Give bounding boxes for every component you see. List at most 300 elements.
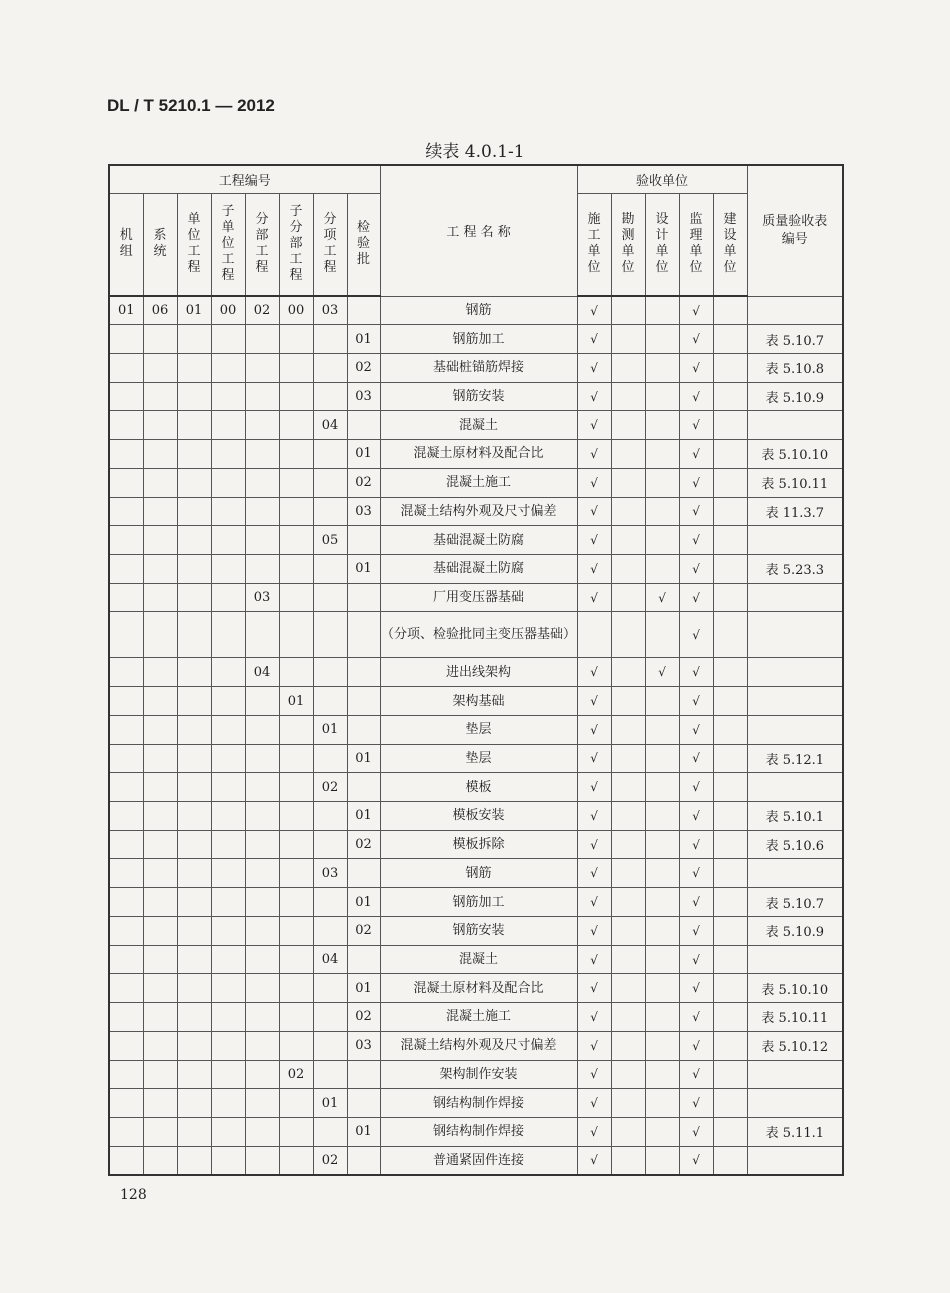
division-code <box>245 888 279 917</box>
form-number: 表 11.3.7 <box>747 497 843 526</box>
supervision-check: √ <box>679 1146 713 1175</box>
form-number <box>747 658 843 687</box>
sub-division-code <box>279 382 313 411</box>
construction-check: √ <box>577 1003 611 1032</box>
lot-code: 03 <box>347 497 380 526</box>
division-code: 03 <box>245 583 279 612</box>
sub-division-code: 00 <box>279 296 313 325</box>
supervision-check: √ <box>679 1003 713 1032</box>
item-code <box>313 440 347 469</box>
unit-work-code: 01 <box>177 296 211 325</box>
owner-check <box>713 1060 747 1089</box>
table-row <box>109 296 843 325</box>
unit-code <box>109 440 143 469</box>
lot-code: 01 <box>347 802 380 831</box>
system-code <box>143 353 177 382</box>
survey-check <box>611 1146 645 1175</box>
table-row <box>109 325 843 354</box>
design-check <box>645 440 679 469</box>
unit-code <box>109 859 143 888</box>
sub-unit-work-code <box>211 658 245 687</box>
table-row <box>109 888 843 917</box>
sub-division-code <box>279 802 313 831</box>
construction-check: √ <box>577 1089 611 1118</box>
sub-unit-work-code <box>211 859 245 888</box>
unit-code <box>109 945 143 974</box>
sub-unit-work-code <box>211 411 245 440</box>
table-row <box>109 945 843 974</box>
sub-division-code: 02 <box>279 1060 313 1089</box>
supervision-check: √ <box>679 554 713 583</box>
sub-division-code <box>279 526 313 555</box>
item-code: 03 <box>313 296 347 325</box>
unit-work-code <box>177 325 211 354</box>
lot-code <box>347 945 380 974</box>
header-form-number: 质量验收表编号 <box>747 165 843 296</box>
lot-code <box>347 1060 380 1089</box>
unit-code <box>109 1003 143 1032</box>
system-code <box>143 382 177 411</box>
unit-work-code <box>177 497 211 526</box>
project-name: 钢筋加工 <box>380 888 577 917</box>
sub-division-code <box>279 773 313 802</box>
project-name: 厂用变压器基础 <box>380 583 577 612</box>
system-code <box>143 554 177 583</box>
sub-unit-work-code <box>211 583 245 612</box>
design-check <box>645 945 679 974</box>
design-check <box>645 1060 679 1089</box>
construction-check: √ <box>577 353 611 382</box>
construction-check: √ <box>577 974 611 1003</box>
sub-unit-work-code <box>211 715 245 744</box>
lot-code <box>347 1146 380 1175</box>
item-code <box>313 382 347 411</box>
owner-check <box>713 382 747 411</box>
unit-work-code <box>177 1117 211 1146</box>
owner-check <box>713 1146 747 1175</box>
item-code <box>313 583 347 612</box>
owner-check <box>713 916 747 945</box>
unit-work-code <box>177 945 211 974</box>
lot-code: 02 <box>347 1003 380 1032</box>
sub-division-code <box>279 554 313 583</box>
unit-code: 01 <box>109 296 143 325</box>
table-body <box>109 296 843 1175</box>
construction-check: √ <box>577 1060 611 1089</box>
division-code <box>245 497 279 526</box>
unit-work-code <box>177 1146 211 1175</box>
owner-check <box>713 583 747 612</box>
owner-check <box>713 859 747 888</box>
unit-code <box>109 554 143 583</box>
system-code <box>143 1060 177 1089</box>
sub-unit-work-code: 00 <box>211 296 245 325</box>
division-code <box>245 411 279 440</box>
item-code <box>313 802 347 831</box>
system-code <box>143 468 177 497</box>
page-number: 128 <box>120 1187 147 1203</box>
supervision-check: √ <box>679 888 713 917</box>
system-code <box>143 1031 177 1060</box>
sub-unit-work-code <box>211 554 245 583</box>
sub-division-code <box>279 974 313 1003</box>
project-name: 模板安装 <box>380 802 577 831</box>
project-name: 架构制作安装 <box>380 1060 577 1089</box>
sub-division-code <box>279 744 313 773</box>
lot-code: 01 <box>347 325 380 354</box>
system-code <box>143 773 177 802</box>
unit-work-code <box>177 353 211 382</box>
table-row <box>109 916 843 945</box>
item-code: 01 <box>313 1089 347 1118</box>
supervision-check: √ <box>679 859 713 888</box>
supervision-check: √ <box>679 830 713 859</box>
sub-division-code <box>279 411 313 440</box>
item-code: 03 <box>313 859 347 888</box>
form-number: 表 5.10.12 <box>747 1031 843 1060</box>
construction-check: √ <box>577 830 611 859</box>
survey-check <box>611 945 645 974</box>
sub-division-code <box>279 916 313 945</box>
project-name: 混凝土 <box>380 411 577 440</box>
item-code <box>313 830 347 859</box>
item-code <box>313 353 347 382</box>
lot-code <box>347 715 380 744</box>
design-check <box>645 1003 679 1032</box>
table-row <box>109 802 843 831</box>
unit-code <box>109 411 143 440</box>
system-code <box>143 440 177 469</box>
system-code <box>143 526 177 555</box>
division-code <box>245 1117 279 1146</box>
supervision-check: √ <box>679 945 713 974</box>
system-code <box>143 325 177 354</box>
unit-code <box>109 802 143 831</box>
construction-check: √ <box>577 916 611 945</box>
supervision-check: √ <box>679 1031 713 1060</box>
construction-check: √ <box>577 468 611 497</box>
construction-check <box>577 612 611 658</box>
sub-division-code <box>279 325 313 354</box>
form-number <box>747 715 843 744</box>
sub-unit-work-code <box>211 1089 245 1118</box>
lot-code: 01 <box>347 554 380 583</box>
unit-code <box>109 612 143 658</box>
design-check <box>645 687 679 716</box>
sub-unit-work-code <box>211 612 245 658</box>
unit-work-code <box>177 802 211 831</box>
sub-division-code <box>279 658 313 687</box>
design-check <box>645 1089 679 1118</box>
project-name: 基础桩锚筋焊接 <box>380 353 577 382</box>
project-name: 模板拆除 <box>380 830 577 859</box>
survey-check <box>611 1003 645 1032</box>
sub-division-code <box>279 497 313 526</box>
header-construction-unit: 施工单位 <box>577 193 611 296</box>
sub-unit-work-code <box>211 1060 245 1089</box>
supervision-check: √ <box>679 916 713 945</box>
item-code <box>313 974 347 1003</box>
system-code <box>143 1146 177 1175</box>
design-check <box>645 888 679 917</box>
system-code <box>143 974 177 1003</box>
supervision-check: √ <box>679 802 713 831</box>
header-sub-division-work: 子分部工程 <box>279 193 313 296</box>
sub-division-code <box>279 888 313 917</box>
form-number: 表 5.10.8 <box>747 353 843 382</box>
unit-code <box>109 583 143 612</box>
system-code <box>143 411 177 440</box>
sub-unit-work-code <box>211 802 245 831</box>
form-number <box>747 411 843 440</box>
sub-division-code <box>279 945 313 974</box>
survey-check <box>611 715 645 744</box>
form-number <box>747 859 843 888</box>
header-code-group: 工程编号 <box>109 165 380 193</box>
form-number: 表 5.10.10 <box>747 440 843 469</box>
table-row <box>109 468 843 497</box>
system-code <box>143 658 177 687</box>
design-check <box>645 1146 679 1175</box>
table-row <box>109 440 843 469</box>
survey-check <box>611 468 645 497</box>
survey-check <box>611 744 645 773</box>
item-code: 04 <box>313 411 347 440</box>
sub-unit-work-code <box>211 468 245 497</box>
lot-code: 01 <box>347 1117 380 1146</box>
construction-check: √ <box>577 1117 611 1146</box>
supervision-check: √ <box>679 440 713 469</box>
construction-check: √ <box>577 744 611 773</box>
construction-check: √ <box>577 1031 611 1060</box>
supervision-check: √ <box>679 744 713 773</box>
table-row <box>109 382 843 411</box>
sub-unit-work-code <box>211 1003 245 1032</box>
project-name: 进出线架构 <box>380 658 577 687</box>
system-code: 06 <box>143 296 177 325</box>
unit-code <box>109 974 143 1003</box>
form-number <box>747 583 843 612</box>
owner-check <box>713 612 747 658</box>
construction-check: √ <box>577 325 611 354</box>
item-code <box>313 888 347 917</box>
lot-code: 02 <box>347 353 380 382</box>
project-name: 钢结构制作焊接 <box>380 1089 577 1118</box>
lot-code <box>347 612 380 658</box>
lot-code <box>347 583 380 612</box>
header-survey-unit: 勘测单位 <box>611 193 645 296</box>
survey-check <box>611 526 645 555</box>
survey-check <box>611 353 645 382</box>
system-code <box>143 715 177 744</box>
survey-check <box>611 859 645 888</box>
owner-check <box>713 296 747 325</box>
unit-code <box>109 1060 143 1089</box>
table-row <box>109 554 843 583</box>
item-code: 02 <box>313 1146 347 1175</box>
table-row <box>109 497 843 526</box>
system-code <box>143 687 177 716</box>
unit-code <box>109 325 143 354</box>
sub-unit-work-code <box>211 773 245 802</box>
lot-code <box>347 859 380 888</box>
sub-division-code: 01 <box>279 687 313 716</box>
survey-check <box>611 612 645 658</box>
item-code <box>313 658 347 687</box>
sub-division-code <box>279 1003 313 1032</box>
project-name: 钢筋安装 <box>380 382 577 411</box>
project-name: 钢筋 <box>380 859 577 888</box>
construction-check: √ <box>577 715 611 744</box>
table-row <box>109 744 843 773</box>
owner-check <box>713 830 747 859</box>
division-code <box>245 715 279 744</box>
construction-check: √ <box>577 1146 611 1175</box>
survey-check <box>611 974 645 1003</box>
sub-division-code <box>279 440 313 469</box>
header-unit: 机组 <box>109 193 143 296</box>
item-code <box>313 497 347 526</box>
system-code <box>143 744 177 773</box>
item-code <box>313 468 347 497</box>
division-code <box>245 440 279 469</box>
form-number: 表 5.10.9 <box>747 916 843 945</box>
form-number: 表 5.10.11 <box>747 1003 843 1032</box>
form-number <box>747 612 843 658</box>
header-project-name: 工 程 名 称 <box>380 165 577 296</box>
construction-check: √ <box>577 440 611 469</box>
sub-unit-work-code <box>211 1146 245 1175</box>
lot-code: 01 <box>347 440 380 469</box>
owner-check <box>713 744 747 773</box>
owner-check <box>713 325 747 354</box>
unit-work-code <box>177 612 211 658</box>
unit-work-code <box>177 411 211 440</box>
division-code <box>245 830 279 859</box>
construction-check: √ <box>577 382 611 411</box>
design-check <box>645 468 679 497</box>
project-name: 普通紧固件连接 <box>380 1146 577 1175</box>
form-number <box>747 945 843 974</box>
project-name: 混凝土原材料及配合比 <box>380 974 577 1003</box>
design-check <box>645 859 679 888</box>
form-number <box>747 1089 843 1118</box>
project-division-table <box>108 164 844 1176</box>
owner-check <box>713 554 747 583</box>
survey-check <box>611 1089 645 1118</box>
unit-code <box>109 888 143 917</box>
unit-work-code <box>177 1031 211 1060</box>
sub-unit-work-code <box>211 916 245 945</box>
unit-work-code <box>177 888 211 917</box>
form-number: 表 5.10.11 <box>747 468 843 497</box>
construction-check: √ <box>577 945 611 974</box>
form-number: 表 5.10.6 <box>747 830 843 859</box>
item-code: 04 <box>313 945 347 974</box>
unit-code <box>109 773 143 802</box>
item-code: 01 <box>313 715 347 744</box>
division-code <box>245 687 279 716</box>
owner-check <box>713 802 747 831</box>
sub-division-code <box>279 468 313 497</box>
table-row <box>109 353 843 382</box>
sub-unit-work-code <box>211 526 245 555</box>
sub-division-code <box>279 859 313 888</box>
table-row <box>109 1003 843 1032</box>
header-inspection-lot: 检验批 <box>347 193 380 296</box>
sub-division-code <box>279 1146 313 1175</box>
item-code: 02 <box>313 773 347 802</box>
sub-unit-work-code <box>211 945 245 974</box>
header-sub-unit-work: 子单位工程 <box>211 193 245 296</box>
unit-work-code <box>177 715 211 744</box>
table-row <box>109 773 843 802</box>
division-code <box>245 468 279 497</box>
table-row <box>109 1089 843 1118</box>
supervision-check: √ <box>679 411 713 440</box>
construction-check: √ <box>577 658 611 687</box>
sub-unit-work-code <box>211 382 245 411</box>
form-number <box>747 526 843 555</box>
header-owner-unit: 建设单位 <box>713 193 747 296</box>
unit-work-code <box>177 382 211 411</box>
system-code <box>143 1089 177 1118</box>
supervision-check: √ <box>679 773 713 802</box>
design-check <box>645 296 679 325</box>
table-row <box>109 1060 843 1089</box>
owner-check <box>713 888 747 917</box>
supervision-check: √ <box>679 497 713 526</box>
design-check <box>645 497 679 526</box>
unit-work-code <box>177 554 211 583</box>
supervision-check: √ <box>679 325 713 354</box>
survey-check <box>611 296 645 325</box>
form-number <box>747 773 843 802</box>
design-check: √ <box>645 583 679 612</box>
table-row <box>109 830 843 859</box>
header-acceptance-group: 验收单位 <box>577 165 747 193</box>
division-code <box>245 382 279 411</box>
owner-check <box>713 658 747 687</box>
division-code <box>245 1003 279 1032</box>
lot-code <box>347 773 380 802</box>
owner-check <box>713 468 747 497</box>
header-system: 系统 <box>143 193 177 296</box>
item-code <box>313 744 347 773</box>
survey-check <box>611 1031 645 1060</box>
item-code <box>313 325 347 354</box>
design-check <box>645 1117 679 1146</box>
owner-check <box>713 1089 747 1118</box>
document-code: DL / T 5210.1 — 2012 <box>107 96 275 115</box>
form-number: 表 5.10.7 <box>747 888 843 917</box>
supervision-check: √ <box>679 526 713 555</box>
survey-check <box>611 440 645 469</box>
construction-check: √ <box>577 888 611 917</box>
unit-code <box>109 468 143 497</box>
division-code: 04 <box>245 658 279 687</box>
lot-code: 03 <box>347 382 380 411</box>
construction-check: √ <box>577 497 611 526</box>
lot-code <box>347 658 380 687</box>
sub-unit-work-code <box>211 325 245 354</box>
project-name: （分项、检验批同主变压器基础） <box>380 612 577 658</box>
form-number <box>747 1146 843 1175</box>
table-row <box>109 859 843 888</box>
project-name: 架构基础 <box>380 687 577 716</box>
design-check <box>645 382 679 411</box>
system-code <box>143 916 177 945</box>
